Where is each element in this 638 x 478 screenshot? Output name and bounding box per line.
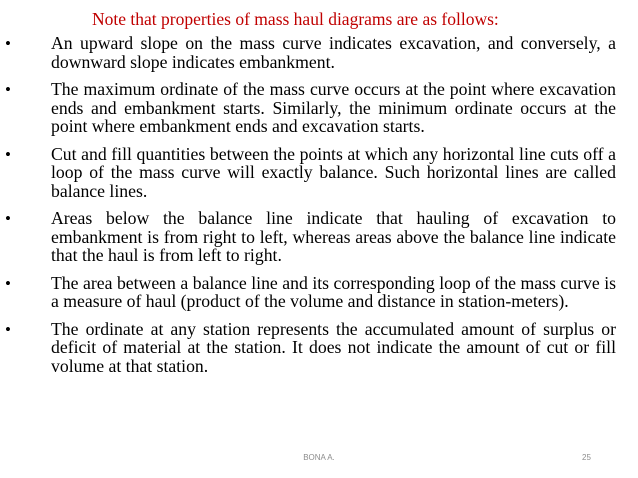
bullet-marker: • <box>5 209 11 228</box>
bullet-text: The area between a balance line and its corresponding loop of the mass curve is a measure of haul (product of the volume and distance in station-meters). <box>51 272 616 311</box>
footer-page-number: 25 <box>582 453 591 462</box>
bullet-text: The ordinate at any station represents the accumulated amount of surplus or deficit of material at the station. It does not indicate the amount of cut or fill volume at that station. <box>51 318 616 376</box>
bullet-marker: • <box>5 319 11 339</box>
footer-author: BONA A. <box>303 453 335 462</box>
bullet-item <box>0 209 638 265</box>
bullet-marker: • <box>5 34 11 53</box>
bullet-text: An upward slope on the mass curve indicates excavation, and conversely, a downward slope indicates embankment. <box>51 33 616 72</box>
bullet-text: Cut and fill quantities between the points at which any horizontal line cuts off a loop of the mass curve will exactly balance. Such horizontal lines are called balance lines. <box>51 143 616 201</box>
bullet-item <box>0 80 638 136</box>
bullet-item <box>0 320 638 376</box>
bullet-item <box>0 34 638 71</box>
bullet-marker: • <box>5 144 11 164</box>
bullet-text: The maximum ordinate of the mass curve occurs at the point where excavation ends and embankment starts. Similarly, the minimum ordinate occurs at the point where embankment ends and excavation starts. <box>51 79 616 136</box>
slide-heading: Note that properties of mass haul diagrams are as follows: <box>92 9 499 29</box>
bullet-marker: • <box>5 273 11 293</box>
bullet-text: Areas below the balance line indicate that hauling of excavation to embankment is from right to left, whereas areas above the balance line indicate that the haul is from left to right. <box>51 208 616 265</box>
bullet-marker: • <box>5 80 11 99</box>
bullet-item <box>0 274 638 311</box>
bullet-list <box>0 34 638 384</box>
bullet-item <box>0 145 638 201</box>
